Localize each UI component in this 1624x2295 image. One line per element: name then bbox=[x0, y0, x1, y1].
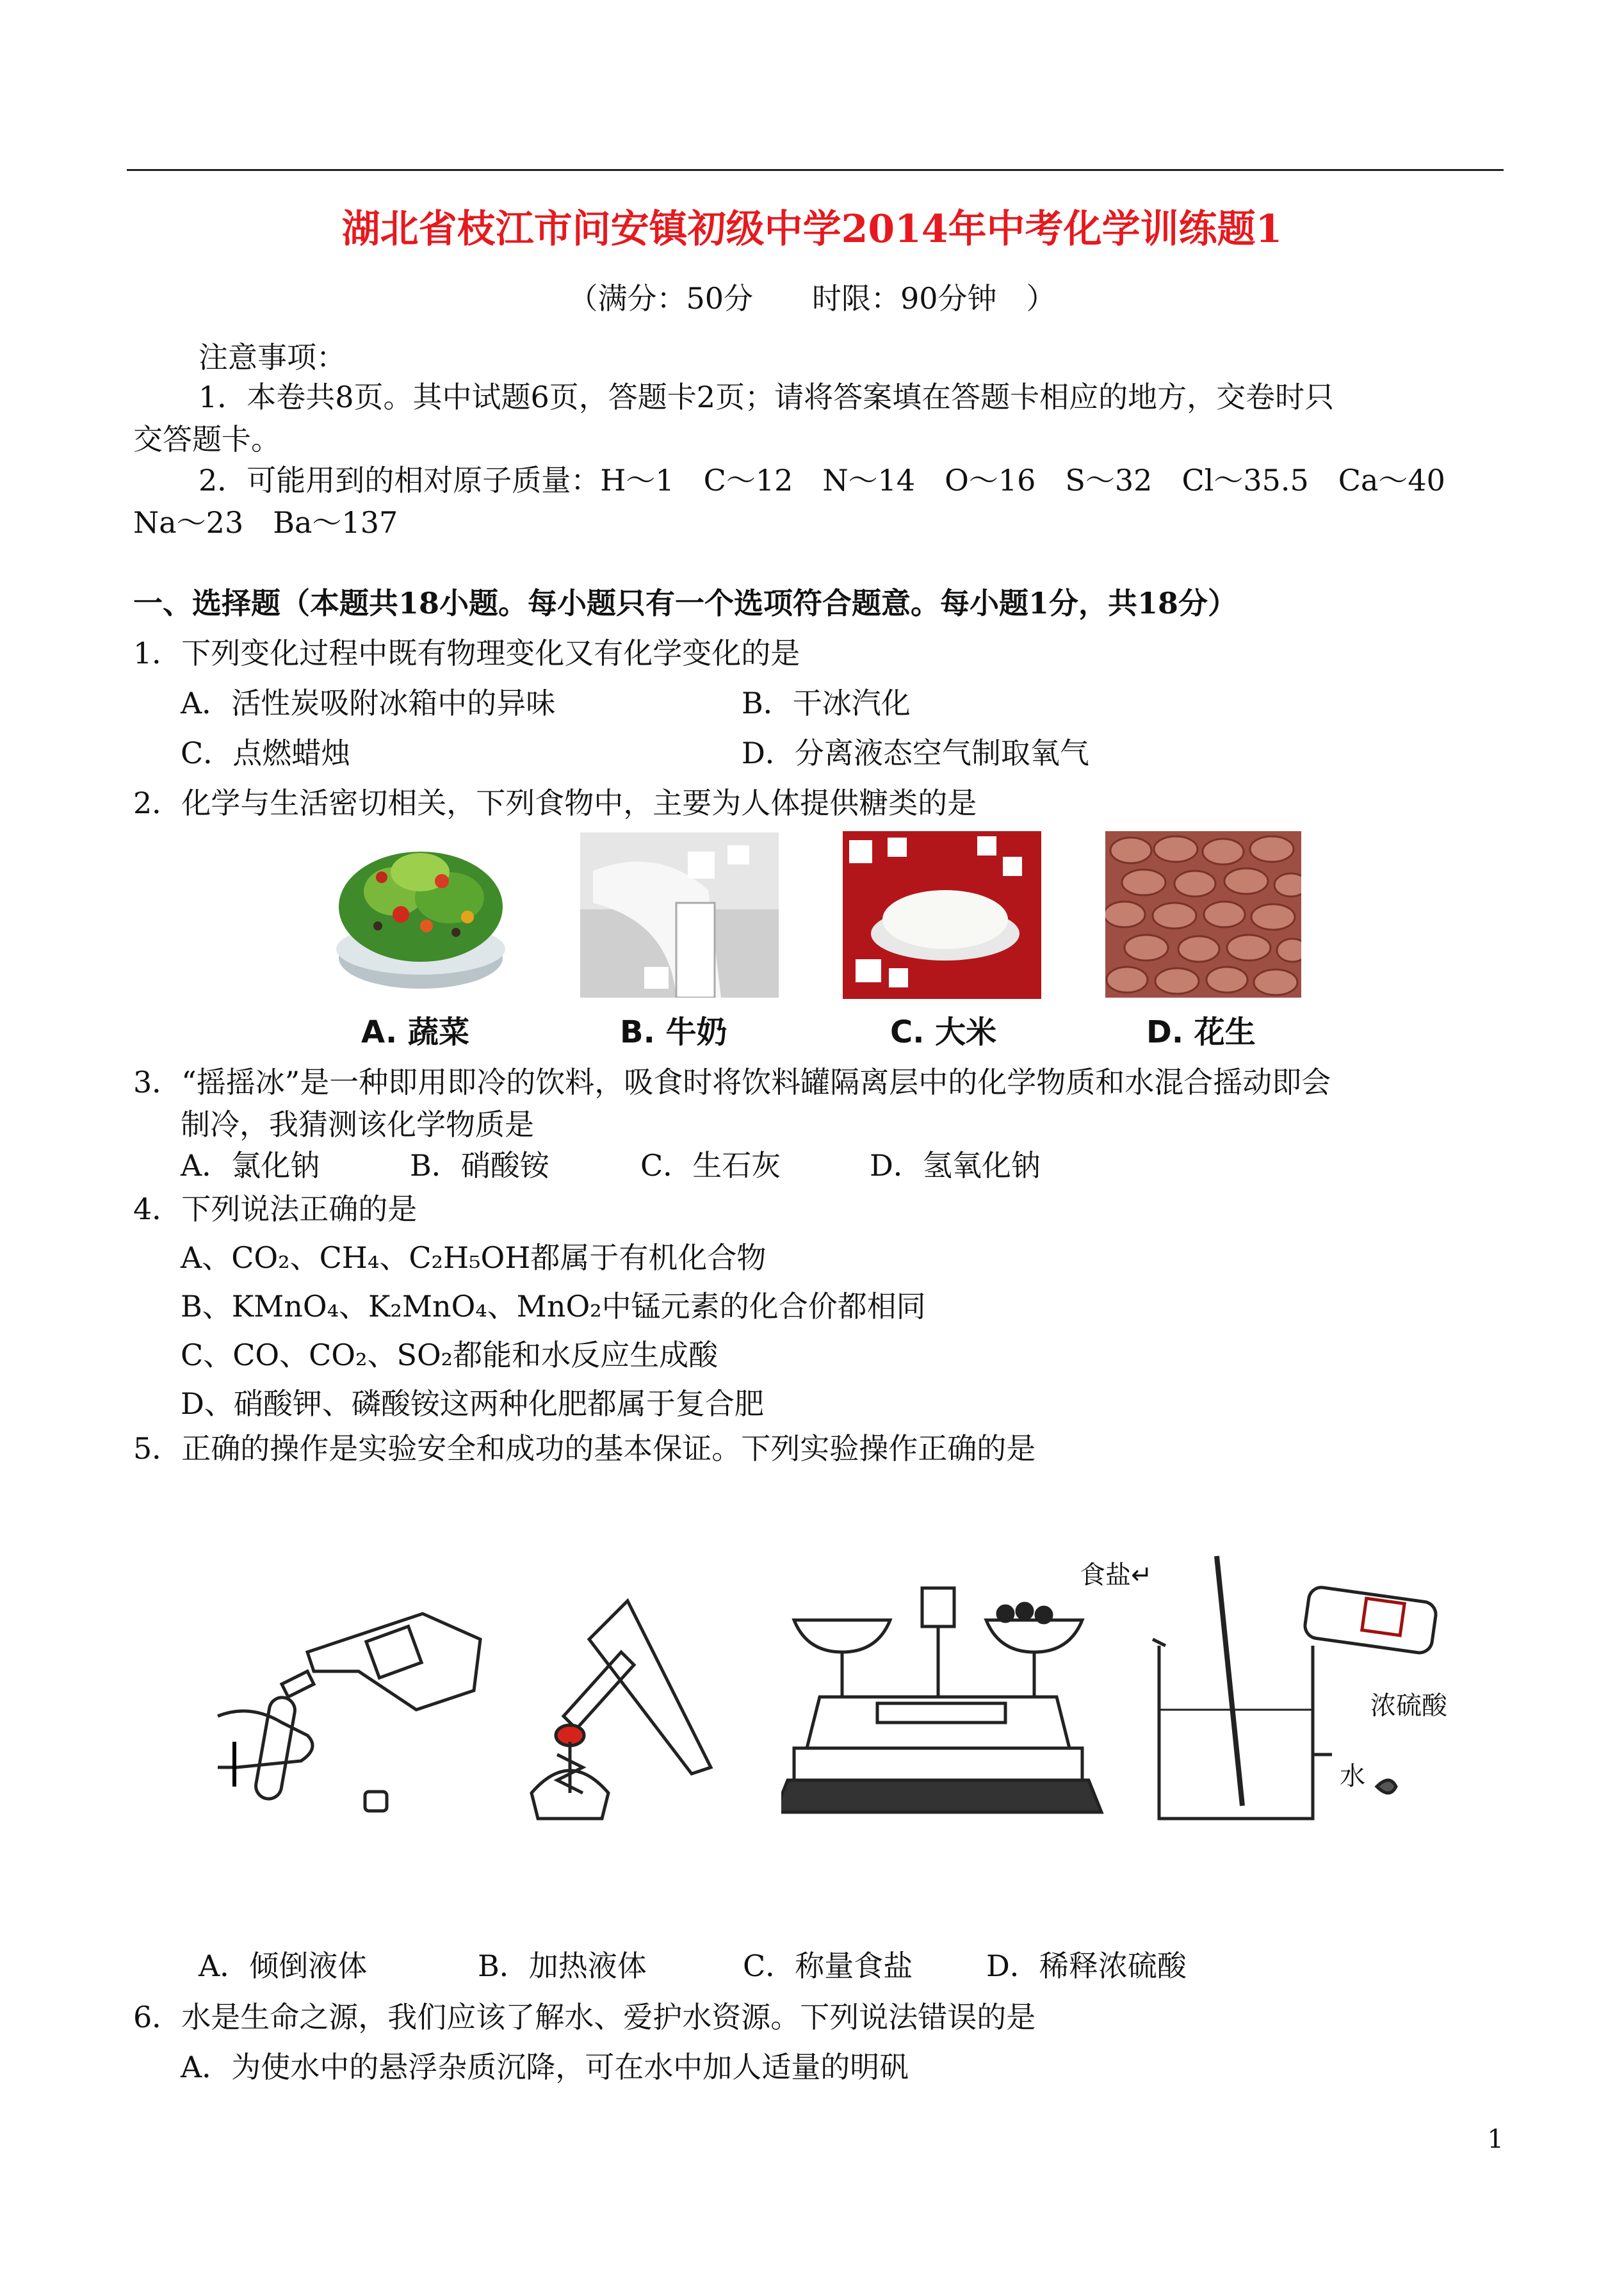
q5-option-d: D．稀释浓硫酸 bbox=[986, 1949, 1187, 1983]
rice-image bbox=[843, 831, 1041, 999]
page-number: 1 bbox=[1487, 2125, 1504, 2154]
weigh-salt-drawing bbox=[781, 1569, 1140, 1838]
q5-option-c: C．称量食盐 bbox=[743, 1949, 913, 1983]
notes-heading: 注意事项： bbox=[199, 340, 346, 375]
q1-option-c: C．点燃蜡烛 bbox=[181, 736, 351, 770]
q3-option-b: B．硝酸铵 bbox=[410, 1148, 549, 1183]
q3-option-d: D．氢氧化钠 bbox=[870, 1148, 1041, 1183]
q4-option-b: B、KMnO₄、K₂MnO₄、MnO₂中锰元素的化合价都相同 bbox=[181, 1289, 926, 1324]
heat-liquid-drawing bbox=[493, 1582, 736, 1838]
acid-label: 浓硫酸 bbox=[1370, 1691, 1447, 1721]
q2-stem: 2．化学与生活密切相关，下列食物中，主要为人体提供糖类的是 bbox=[133, 786, 977, 820]
q3-option-a: A．氯化钠 bbox=[181, 1148, 320, 1183]
note-2-line-2: Na～23 Ba～137 bbox=[133, 505, 398, 540]
q4-stem: 4．下列说法正确的是 bbox=[133, 1192, 418, 1226]
q1-option-d: D．分离液态空气制取氧气 bbox=[742, 736, 1089, 770]
q2-caption-a: A. 蔬菜 bbox=[361, 1014, 469, 1050]
water-label: 水 bbox=[1340, 1762, 1365, 1791]
peanut-image bbox=[1105, 831, 1301, 998]
q5-stem: 5．正确的操作是实验安全和成功的基本保证。下列实验操作正确的是 bbox=[133, 1431, 1036, 1466]
note-1-line-1: 1．本卷共8页。其中试题6页，答题卡2页；请将答案填在答题卡相应的地方，交卷时只 bbox=[199, 380, 1335, 414]
q3-option-c: C．生石灰 bbox=[640, 1148, 781, 1183]
q3-stem-line-2: 制冷，我猜测该化学物质是 bbox=[181, 1107, 534, 1142]
salt-label: 食盐↵ bbox=[1080, 1561, 1153, 1590]
q2-caption-b: B. 牛奶 bbox=[620, 1014, 727, 1050]
salad-image bbox=[324, 830, 517, 998]
note-1-line-2: 交答题卡。 bbox=[133, 422, 280, 457]
q1-option-b: B．干冰汽化 bbox=[742, 686, 911, 720]
pour-liquid-drawing bbox=[211, 1575, 487, 1831]
q4-option-a: A、CO₂、CH₄、C₂H₅OH都属于有机化合物 bbox=[181, 1240, 767, 1275]
note-2-line-1: 2．可能用到的相对原子质量：H～1 C～12 N～14 O～16 S～32 Cl～35.5 Ca～40 bbox=[199, 463, 1445, 498]
q2-caption-c: C. 大米 bbox=[890, 1014, 997, 1050]
q5-option-a: A．倾倒液体 bbox=[199, 1949, 368, 1983]
section-heading: 一、选择题（本题共18小题。每小题只有一个选项符合题意。每小题1分，共18分） bbox=[133, 586, 1238, 620]
milk-image bbox=[580, 832, 779, 998]
exam-meta: （满分：50分 时限：90分钟 ） bbox=[568, 281, 1056, 316]
q1-option-a: A．活性炭吸附冰箱中的异味 bbox=[181, 686, 556, 720]
q1-stem: 1．下列变化过程中既有物理变化又有化学变化的是 bbox=[133, 636, 800, 670]
q5-option-b: B．加热液体 bbox=[478, 1949, 647, 1983]
header-rule bbox=[127, 169, 1504, 171]
q4-option-c: C、CO、CO₂、SO₂都能和水反应生成酸 bbox=[181, 1338, 719, 1372]
q2-caption-d: D. 花生 bbox=[1146, 1014, 1256, 1050]
q6-stem: 6．水是生命之源，我们应该了解水、爱护水资源。下列说法错误的是 bbox=[133, 2000, 1036, 2034]
q6-option-a: A．为使水中的悬浮杂质沉降，可在水中加人适量的明矾 bbox=[181, 2050, 909, 2084]
q3-stem-line-1: 3．“摇摇冰”是一种即用即冷的饮料，吸食时将饮料罐隔离层中的化学物质和水混合摇动即会 bbox=[133, 1065, 1331, 1099]
q4-option-d: D、硝酸钾、磷酸铵这两种化肥都属于复合肥 bbox=[181, 1386, 764, 1421]
page-title: 湖北省枝江市问安镇初级中学2014年中考化学训练题1 bbox=[341, 207, 1283, 252]
